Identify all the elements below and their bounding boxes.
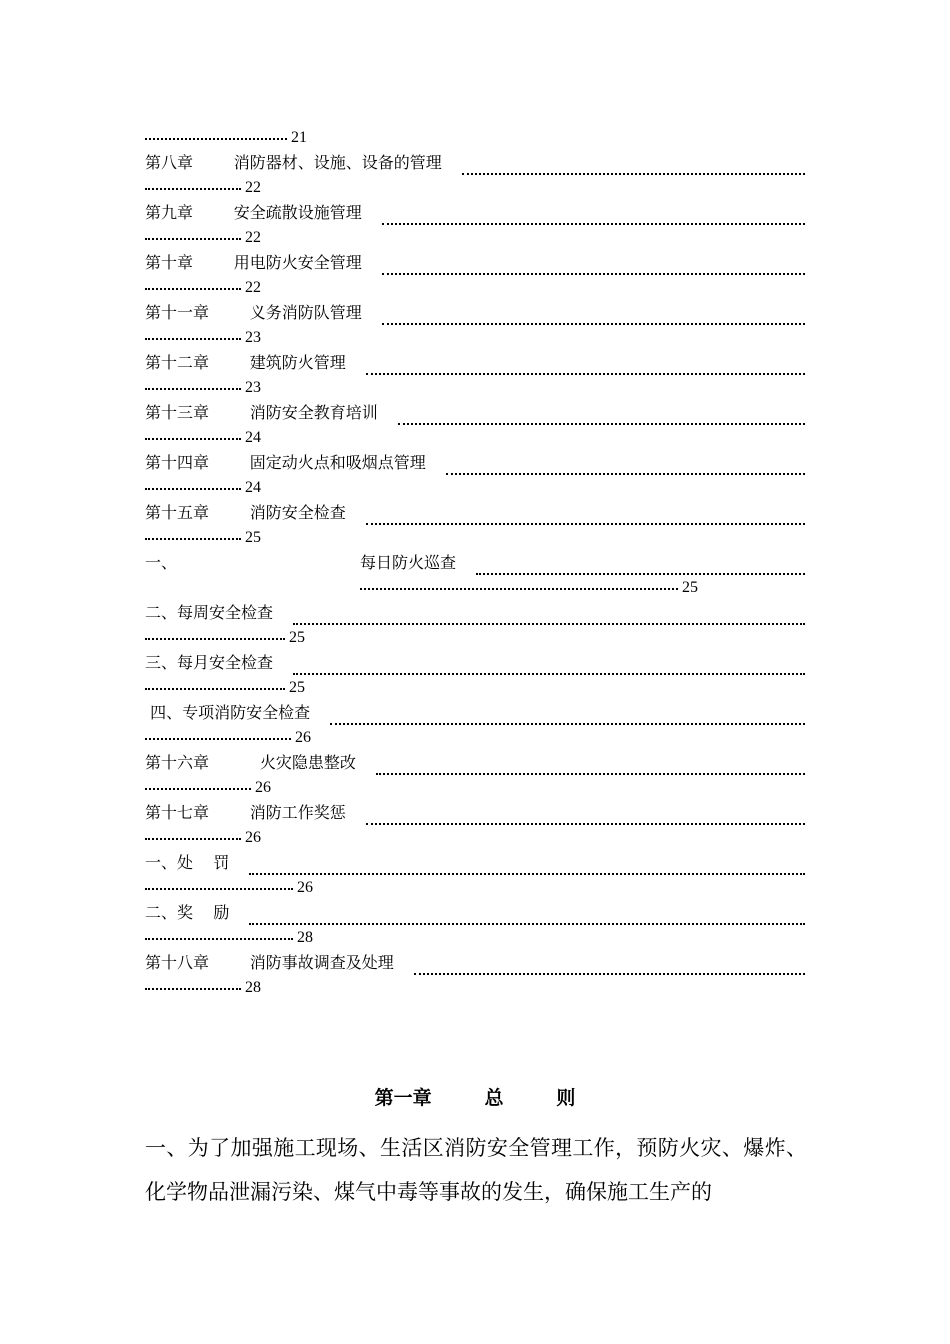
toc-page-number: 22	[245, 229, 261, 246]
toc-entry-label: 二、奖 励	[145, 903, 230, 922]
table-of-contents	[145, 126, 805, 1001]
toc-leader	[476, 551, 805, 575]
toc-entry	[145, 401, 805, 451]
toc-entry-label: 第九章 安全疏散设施管理	[145, 203, 362, 222]
toc-page-number: 21	[291, 129, 307, 146]
toc-entry	[145, 551, 805, 601]
toc-entry	[145, 251, 805, 301]
toc-leader	[293, 651, 805, 675]
toc-page-number: 25	[682, 579, 698, 596]
toc-entry-label: 四、专项消防安全检查	[145, 703, 311, 722]
toc-leader	[366, 351, 805, 375]
toc-page-number: 23	[245, 329, 261, 346]
toc-page-number: 24	[245, 479, 261, 496]
toc-entry	[145, 201, 805, 251]
toc-entry-label: 第十八章 消防事故调查及处理	[145, 953, 394, 972]
toc-entry	[145, 651, 805, 701]
toc-entry	[145, 701, 805, 751]
toc-page-number: 25	[245, 529, 261, 546]
toc-leader	[293, 601, 805, 625]
toc-entry-continuation	[145, 126, 805, 151]
toc-page-number: 22	[245, 179, 261, 196]
chapter-title: 第一章 总 则	[374, 1087, 576, 1109]
toc-entry-label: 第十四章 固定动火点和吸烟点管理	[145, 453, 426, 472]
toc-leader	[376, 751, 805, 775]
toc-leader	[398, 401, 805, 425]
toc-entry-label: 第八章 消防器材、设施、设备的管理	[145, 153, 442, 172]
toc-page-number: 24	[245, 429, 261, 446]
toc-leader	[366, 801, 805, 825]
toc-page-number: 26	[245, 829, 261, 846]
toc-entry-label: 第十章 用电防火安全管理	[145, 253, 362, 272]
toc-page-number: 26	[255, 779, 271, 796]
toc-entry	[145, 451, 805, 501]
toc-leader	[145, 232, 241, 240]
toc-leader	[382, 251, 805, 275]
toc-entry	[145, 351, 805, 401]
toc-entry	[145, 801, 805, 851]
toc-entry	[145, 501, 805, 551]
toc-leader	[360, 582, 678, 590]
toc-entry-sublabel: 每日防火巡查	[360, 553, 457, 572]
toc-leader	[330, 701, 805, 725]
toc-leader	[446, 451, 805, 475]
toc-leader	[145, 782, 251, 790]
toc-entry-label: 第十五章 消防安全检查	[145, 503, 346, 522]
toc-leader	[249, 851, 805, 875]
toc-entry	[145, 151, 805, 201]
toc-page-number: 25	[289, 679, 305, 696]
toc-leader	[145, 832, 241, 840]
toc-leader	[145, 382, 241, 390]
toc-entry-label: 第十一章 义务消防队管理	[145, 303, 362, 322]
toc-leader	[145, 132, 287, 140]
toc-entry	[145, 901, 805, 951]
toc-entry-label: 第十二章 建筑防火管理	[145, 353, 346, 372]
toc-leader	[145, 632, 285, 640]
toc-page-number: 26	[295, 729, 311, 746]
toc-entry-label: 第十六章 火灾隐患整改	[145, 753, 356, 772]
toc-leader	[145, 282, 241, 290]
toc-page-number: 23	[245, 379, 261, 396]
toc-leader	[145, 532, 241, 540]
toc-page-number: 28	[245, 979, 261, 996]
toc-leader	[382, 301, 805, 325]
toc-entry-label: 一、	[145, 553, 178, 572]
toc-entry	[145, 951, 805, 1001]
toc-leader	[249, 901, 805, 925]
toc-leader	[145, 482, 241, 490]
toc-entry	[145, 601, 805, 651]
toc-page-number: 26	[297, 879, 313, 896]
toc-leader	[145, 432, 241, 440]
body-paragraph: 一、为了加强施工现场、生活区消防安全管理工作，预防火灾、爆炸、化学物品泄漏污染、煤气中毒等事故的发生，确保施工生产的	[145, 1136, 807, 1204]
toc-leader	[145, 732, 291, 740]
toc-leader	[366, 501, 805, 525]
toc-leader	[145, 882, 293, 890]
toc-leader	[145, 332, 241, 340]
toc-entry	[145, 751, 805, 801]
toc-leader	[462, 151, 805, 175]
toc-entry-label: 三、每月安全检查	[145, 653, 274, 672]
toc-leader	[382, 201, 805, 225]
toc-leader	[145, 682, 285, 690]
toc-leader	[145, 182, 241, 190]
toc-leader	[145, 982, 241, 990]
toc-entry-label: 二、每周安全检查	[145, 603, 274, 622]
toc-leader	[145, 932, 293, 940]
toc-page-number: 28	[297, 929, 313, 946]
toc-page-number: 25	[289, 629, 305, 646]
toc-entry	[145, 301, 805, 351]
toc-page-number: 22	[245, 279, 261, 296]
toc-entry-label: 第十七章 消防工作奖惩	[145, 803, 346, 822]
toc-entry-label: 第十三章 消防安全教育培训	[145, 403, 378, 422]
toc-leader	[414, 951, 805, 975]
toc-entry	[145, 851, 805, 901]
toc-entry-label: 一、处 罚	[145, 853, 230, 872]
